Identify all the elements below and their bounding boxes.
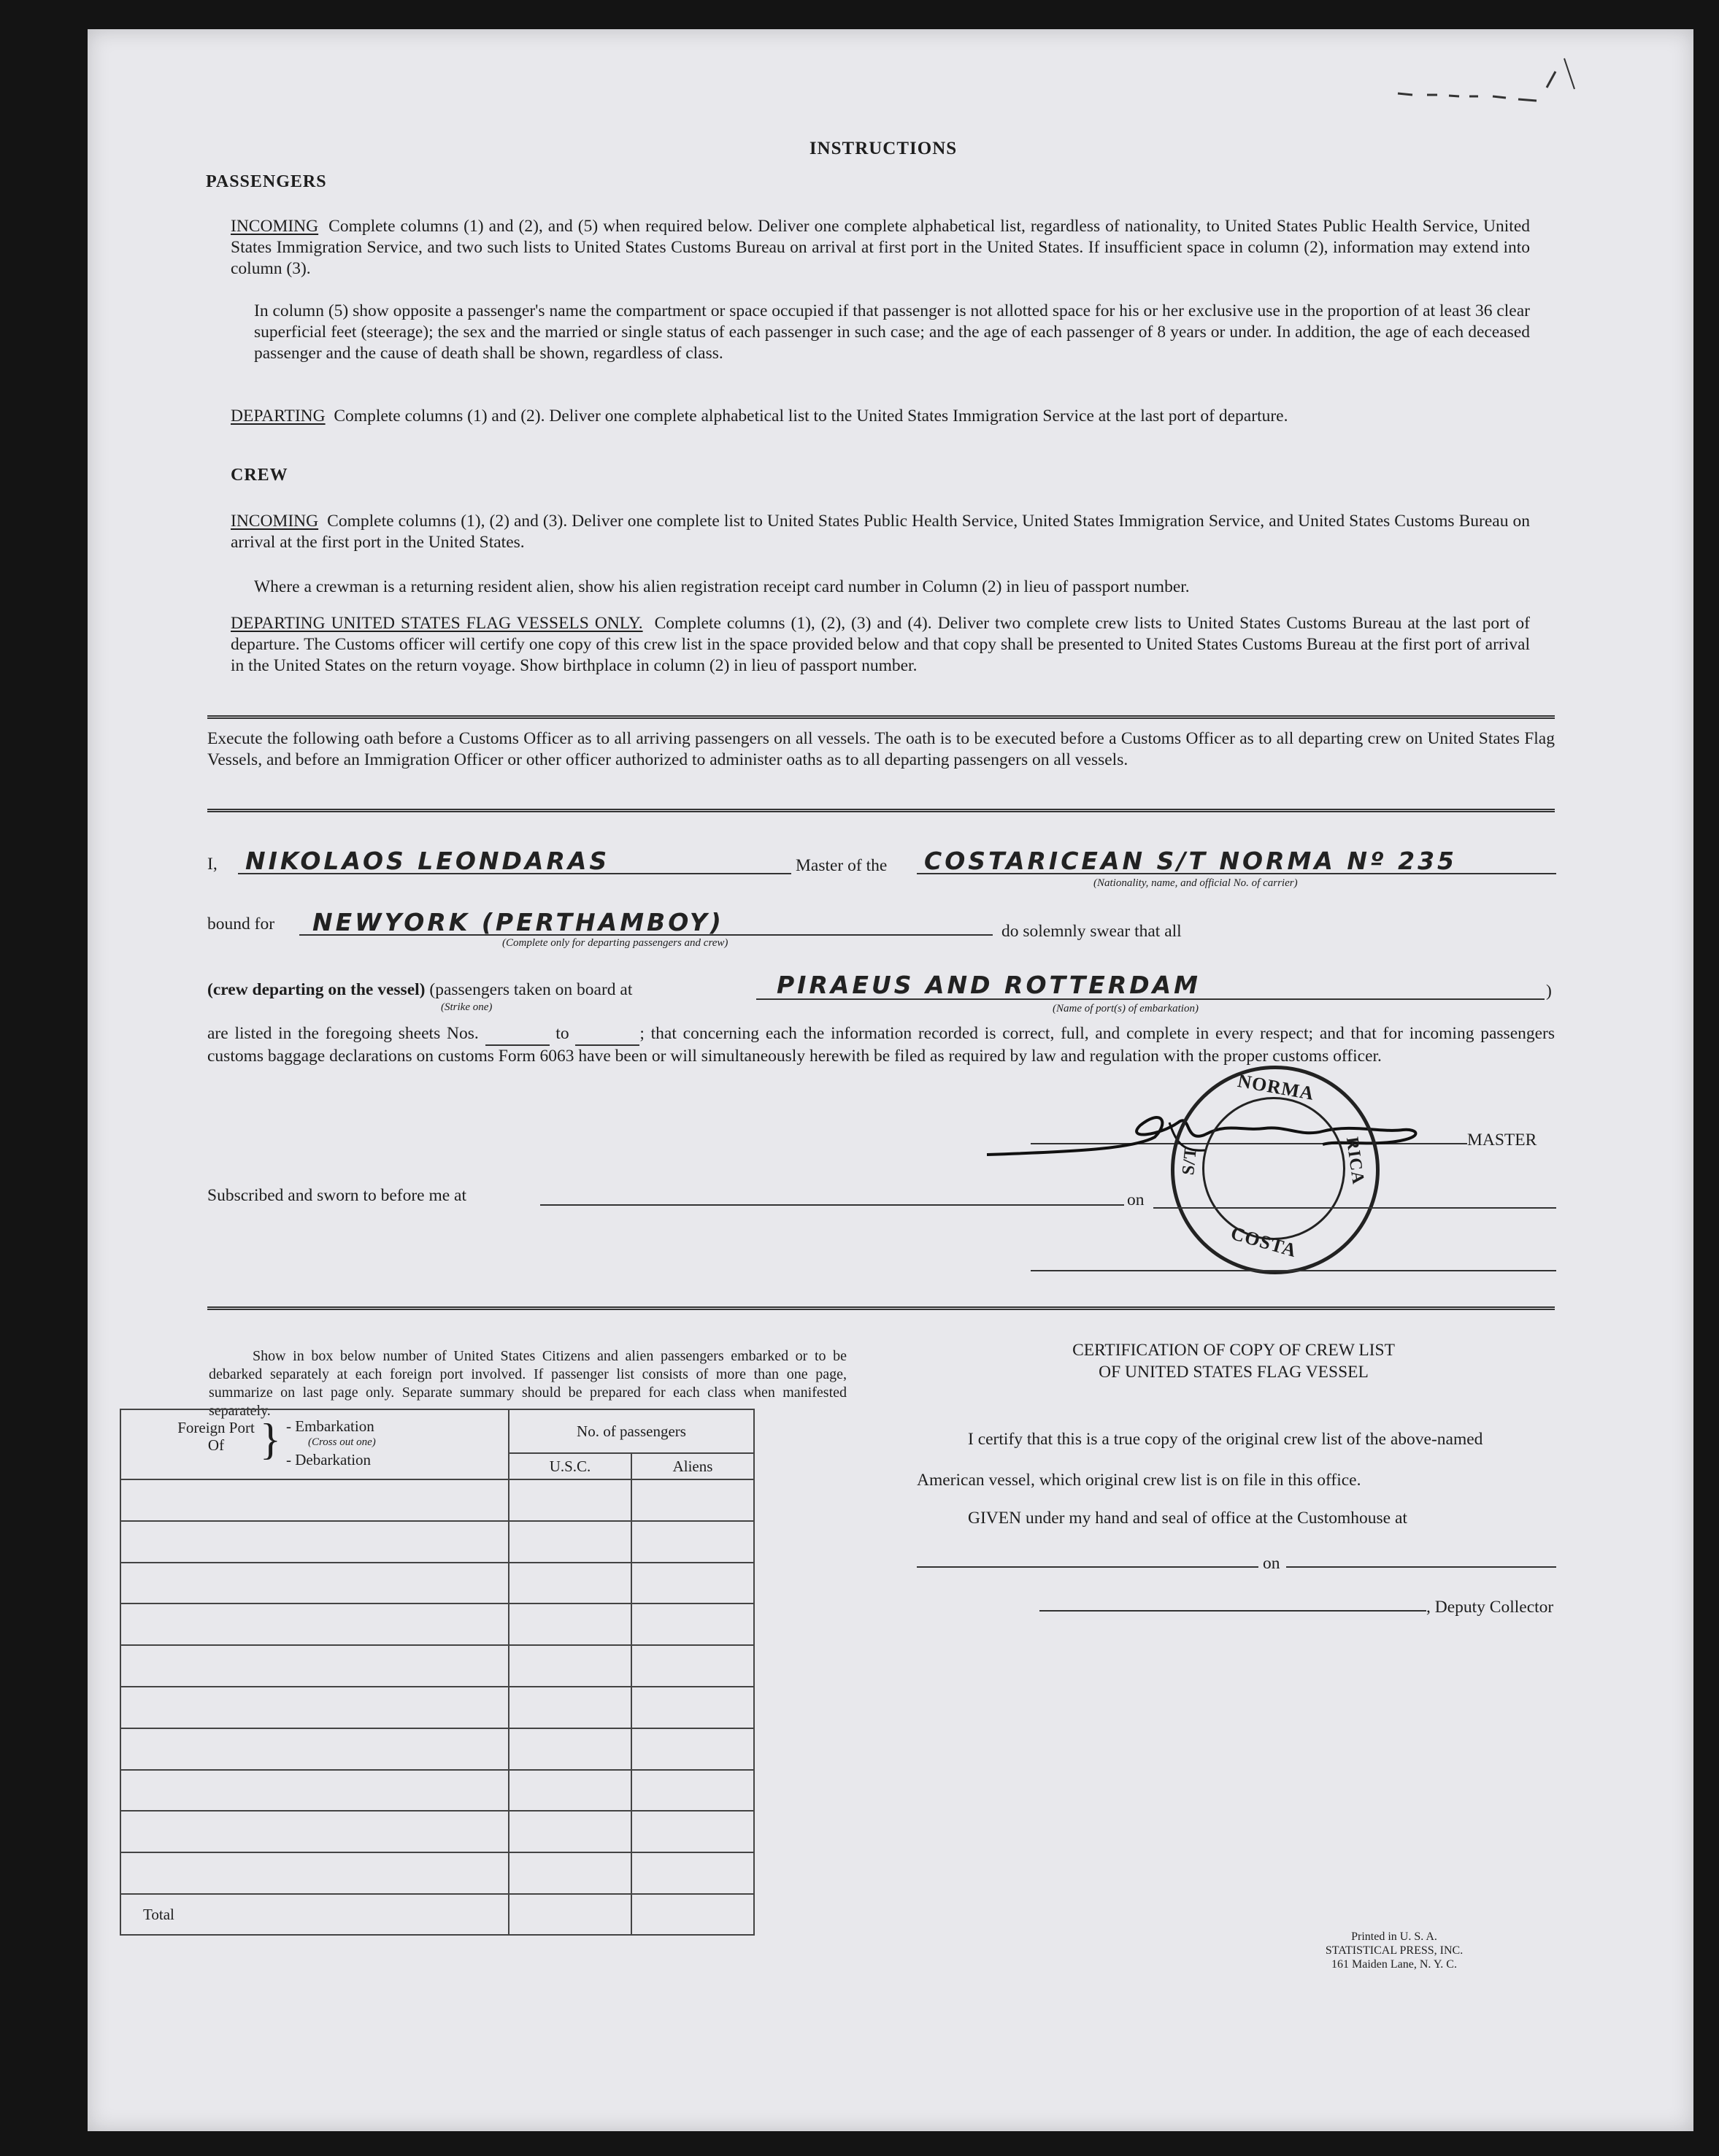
stamp-top-text: NORMA bbox=[1236, 1070, 1316, 1104]
stamp-right-text: RICA bbox=[1342, 1136, 1368, 1186]
total-label: Total bbox=[120, 1894, 509, 1935]
stamp-left-text: S/T bbox=[1179, 1145, 1201, 1177]
subscribed-label: Subscribed and sworn to before me at bbox=[207, 1186, 467, 1205]
deputy-collector-label: , Deputy Collector bbox=[1426, 1598, 1554, 1617]
usc-header: U.S.C. bbox=[509, 1453, 631, 1479]
departing-label: DEPARTING bbox=[231, 407, 326, 426]
table-row[interactable] bbox=[120, 1603, 754, 1645]
summary-note: Show in box below number of United States Citizens and alien passengers embarked or to be debarked separately at each foreign port involved. If passenger list consists of more than one page, summarize on last page only. Separate summary should be prepared for each class when manifested separately. bbox=[209, 1348, 847, 1419]
given-line: GIVEN under my hand and seal of office at the Customhouse at bbox=[968, 1509, 1407, 1528]
incoming-label: INCOMING bbox=[231, 217, 319, 236]
passengers-heading: PASSENGERS bbox=[206, 172, 327, 191]
certify-line-2: American vessel, which original crew list is on file in this office. bbox=[917, 1471, 1361, 1490]
certification-title-2: OF UNITED STATES FLAG VESSEL bbox=[1099, 1363, 1369, 1382]
carrier-caption: (Nationality, name, and official No. of carrier) bbox=[1093, 877, 1298, 889]
divider-double bbox=[207, 1306, 1555, 1310]
incoming-passengers-paragraph bbox=[231, 216, 1530, 280]
sheet-from-field[interactable] bbox=[485, 1023, 550, 1046]
table-row[interactable] bbox=[120, 1687, 754, 1728]
listed-text-b: ; that concerning each the information recorded is correct, full, and complete in every respect; and that for incoming passengers customs baggage declarations on customs Form 6063 have been or will simultaneously herewith be filed as required by law and regulation with the proper customs officer. bbox=[207, 1024, 1555, 1066]
listed-paragraph bbox=[207, 1023, 1555, 1067]
total-row[interactable] bbox=[120, 1894, 754, 1935]
embarkation-label: - Embarkation bbox=[286, 1417, 374, 1435]
departing-passengers-paragraph bbox=[231, 406, 1530, 427]
table-row[interactable] bbox=[120, 1645, 754, 1687]
table-row[interactable] bbox=[120, 1728, 754, 1770]
certify-line-1: I certify that this is a true copy of the original crew list of the above-named bbox=[968, 1430, 1483, 1449]
cross-out-label: (Cross out one) bbox=[308, 1436, 376, 1448]
crew-incoming-label: INCOMING bbox=[231, 512, 319, 531]
customhouse-line[interactable] bbox=[917, 1566, 1258, 1568]
carrier-field[interactable]: COSTARICEAN S/T NORMA Nº 235 bbox=[924, 847, 1457, 875]
table-row[interactable] bbox=[120, 1521, 754, 1563]
pen-marks-icon bbox=[1391, 51, 1580, 117]
crew-incoming-text: Complete columns (1), (2) and (3). Deliver one complete list to United States Public Health Service, United States Immigration Service, and United States Customs Bureau on arrival at the first port in the United States. bbox=[231, 512, 1530, 552]
corner-marks bbox=[1391, 51, 1580, 117]
foreign-port-header bbox=[120, 1409, 509, 1479]
printer-line-3: 161 Maiden Lane, N. Y. C. bbox=[1331, 1958, 1457, 1971]
officer-signature-line[interactable] bbox=[1031, 1270, 1556, 1271]
sheet-to-field[interactable] bbox=[575, 1023, 639, 1046]
printer-line-2: STATISTICAL PRESS, INC. bbox=[1325, 1944, 1464, 1957]
incoming-text: Complete columns (1) and (2), and (5) when required below. Deliver one complete alphabetical list, regardless of nationality, to United States Public Health Service, United States Immigration Service, and two such lists to United States Customs Bureau on arrival at first port in the United States. If insufficient space in column (2), information may extend into column (3). bbox=[231, 217, 1531, 278]
deputy-signature-line[interactable] bbox=[1039, 1610, 1426, 1612]
master-of-label: Master of the bbox=[796, 856, 888, 875]
table-row[interactable] bbox=[120, 1852, 754, 1894]
subscribed-place-line[interactable] bbox=[540, 1204, 1124, 1206]
bound-caption: (Complete only for departing passengers and crew) bbox=[502, 937, 728, 949]
printer-line-1: Printed in U. S. A. bbox=[1351, 1930, 1437, 1943]
listed-text-a: are listed in the foregoing sheets Nos. bbox=[207, 1024, 479, 1043]
swear-text: do solemnly swear that all bbox=[1001, 922, 1182, 941]
divider-double bbox=[207, 809, 1555, 812]
table-row[interactable] bbox=[120, 1479, 754, 1521]
passenger-summary-table bbox=[120, 1409, 755, 1936]
flag-vessels-label: DEPARTING UNITED STATES FLAG VESSELS ONLY. bbox=[231, 614, 643, 633]
port-field[interactable]: PIRAEUS AND ROTTERDAM bbox=[777, 971, 1201, 999]
passengers-board-option: (passengers taken on board at bbox=[429, 980, 633, 999]
oath-intro: Execute the following oath before a Customs Officer as to all arriving passengers on all vessels. The oath is to be executed before a Customs Officer as to all departing crew on United States Flag Vessels, and before an Immigration Officer or other officer authorized to administer oaths as to all departing passengers on all vessels. bbox=[207, 729, 1555, 769]
brace-icon: } bbox=[260, 1415, 281, 1463]
crew-departing-option: (crew departing on the vessel) bbox=[207, 980, 426, 999]
vessel-seal-stamp bbox=[1171, 1066, 1380, 1274]
listed-to: to bbox=[555, 1024, 569, 1043]
subscribed-date-line[interactable] bbox=[1153, 1207, 1556, 1209]
stamp-bottom-text: COSTA bbox=[1228, 1222, 1299, 1262]
aliens-header: Aliens bbox=[631, 1453, 754, 1479]
bound-for-label: bound for bbox=[207, 915, 275, 933]
crew-incoming-paragraph bbox=[231, 511, 1530, 553]
table-row[interactable] bbox=[120, 1811, 754, 1852]
flag-vessels-paragraph bbox=[231, 613, 1530, 677]
certification-title-1: CERTIFICATION OF COPY OF CREW LIST bbox=[1072, 1341, 1395, 1360]
master-name-field[interactable]: NIKOLAOS LEONDARAS bbox=[245, 847, 610, 875]
close-paren: ) bbox=[1546, 982, 1552, 1001]
master-label: MASTER bbox=[1467, 1131, 1537, 1150]
certification-on-label: on bbox=[1263, 1554, 1280, 1573]
foreign-port-label: Foreign Port Of bbox=[177, 1419, 255, 1454]
departing-text: Complete columns (1) and (2). Deliver one complete alphabetical list to the United States Immigration Service at the last port of departure. bbox=[334, 407, 1288, 426]
certification-date-line[interactable] bbox=[1286, 1566, 1556, 1568]
subscribed-on-label: on bbox=[1127, 1190, 1145, 1209]
printer-imprint bbox=[1314, 1930, 1474, 1971]
stamp-inner-ring bbox=[1202, 1097, 1345, 1240]
bound-for-field[interactable]: NEWYORK (PERTHAMBOY) bbox=[312, 908, 724, 936]
flag-vessels-text: Complete columns (1), (2), (3) and (4). Deliver two complete crew lists to United States Customs Bureau at the last port of departure. The Customs officer will certify one copy of this crew list in the space provided below and that copy shall be presented to United States Customs Bureau at the first port of arrival in the United States on the return voyage. Show birthplace in column (2) in lieu of passport number. bbox=[231, 614, 1530, 675]
strike-options bbox=[207, 979, 632, 1001]
table-row[interactable] bbox=[120, 1563, 754, 1604]
strike-caption: (Strike one) bbox=[441, 1001, 493, 1013]
no-passengers-header: No. of passengers bbox=[509, 1409, 754, 1453]
port-caption: (Name of port(s) of embarkation) bbox=[1053, 1003, 1199, 1015]
divider-double bbox=[207, 715, 1555, 719]
form-title: INSTRUCTIONS bbox=[809, 139, 958, 158]
i-label: I, bbox=[207, 855, 218, 874]
debarkation-label: - Debarkation bbox=[286, 1451, 372, 1468]
column5-paragraph: In column (5) show opposite a passenger's name the compartment or space occupied if that passenger is not allotted space for his or her exclusive use in the proportion of at least 36 clear superficial feet (steerage); the sex and the married or single status of each passenger in such case; and the age of each passenger of 8 years or under. In addition, the age of each deceased passenger and the cause of death shall be shown, regardless of class. bbox=[254, 301, 1530, 363]
crew-heading: CREW bbox=[231, 466, 288, 485]
crew-resident-paragraph: Where a crewman is a returning resident alien, show his alien registration receipt card number in Column (2) in lieu of passport number. bbox=[254, 577, 1190, 596]
table-row[interactable] bbox=[120, 1770, 754, 1812]
